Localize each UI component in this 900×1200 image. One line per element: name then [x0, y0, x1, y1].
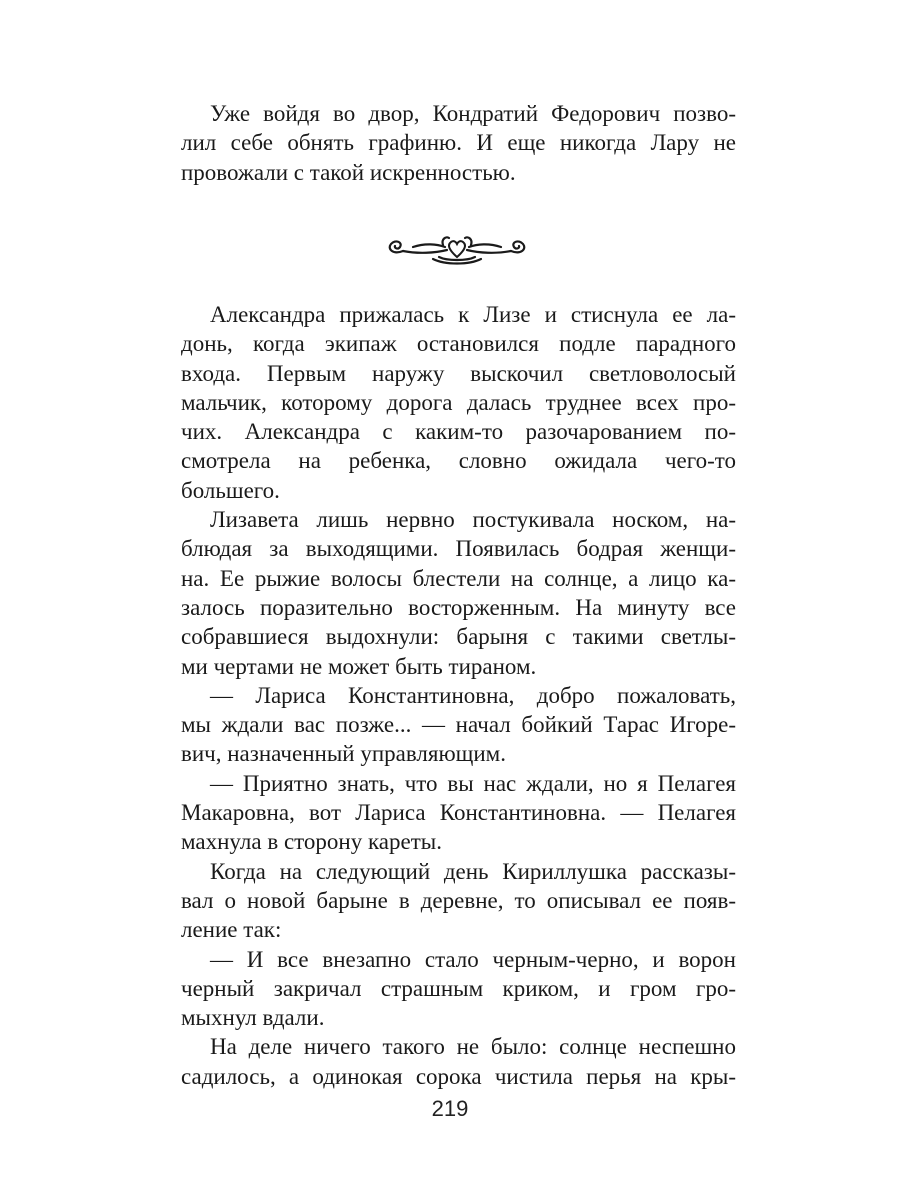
- text-line: большего.: [181, 477, 280, 503]
- text-line: Уже войдя во двор, Кондратий Федорович позво-: [210, 101, 736, 126]
- text-line: ми чертами не может быть тираном.: [181, 653, 537, 679]
- text-line: ление так:: [181, 917, 282, 943]
- text-line: — И все внезапно стало черным-черно, и ворон: [210, 946, 736, 972]
- text-line: — Лариса Константиновна, добро пожаловать,: [210, 682, 736, 708]
- page-number: 219: [431, 1096, 469, 1121]
- text-line: — Приятно знать, что вы нас ждали, но я Пелагея: [210, 770, 736, 796]
- text-line: На деле ничего такого не было: солнце неспешно: [210, 1034, 736, 1060]
- text-line: мы ждали вас позже... — начал бойкий Тарас Игоре-: [181, 712, 736, 738]
- text-line: блюдая за выходящими. Появилась бодрая женщи-: [181, 536, 736, 562]
- text-line: черный закричал страшным криком, и гром гро-: [181, 975, 736, 1001]
- text-line: донь, когда экипаж остановился подле парадного: [181, 331, 736, 357]
- text-line: вич, назначенный управляющим.: [181, 741, 506, 767]
- text-line: на. Ее рыжие волосы блестели на солнце, а лицо ка-: [181, 565, 736, 591]
- text-line: провожали с такой искренностью.: [181, 159, 516, 185]
- text-line: собравшиеся выдохнули: барыня с такими светлы-: [181, 624, 736, 650]
- text-line: мальчик, которому дорога далась труднее всех про-: [181, 389, 736, 415]
- text-line: Александра прижалась к Лизе и стиснула ее ла-: [210, 302, 736, 327]
- text-line: Лизавета лишь нервно постукивала носком, на-: [210, 507, 736, 533]
- text-line: смотрела на ребенка, словно ожидала чего-то: [181, 448, 736, 474]
- text-line: махнула в сторону кареты.: [181, 829, 442, 855]
- flourish-heart-ornament-icon: [383, 233, 531, 269]
- text-line: мыхнул вдали.: [181, 1005, 325, 1031]
- text-line: Макаровна, вот Лариса Константиновна. — Пелагея: [181, 800, 736, 826]
- text-line: залось поразительно восторженным. На минуту все: [181, 594, 736, 620]
- text-line: входа. Первым наружу выскочил светловолосый: [181, 360, 736, 386]
- top-paragraph: [181, 99, 736, 187]
- text-line: вал о новой барыне в деревне, то описывал ее появ-: [181, 887, 736, 913]
- text-line: Когда на следующий день Кириллушка рассказы-: [210, 858, 736, 884]
- text-line: чих. Александра с каким-то разочарованием по-: [181, 419, 736, 445]
- main-text: [181, 300, 736, 1091]
- text-line: садилось, а одинокая сорока чистила перья на кры-: [181, 1063, 736, 1089]
- text-line: лил себе обнять графиню. И еще никогда Лару не: [181, 130, 736, 156]
